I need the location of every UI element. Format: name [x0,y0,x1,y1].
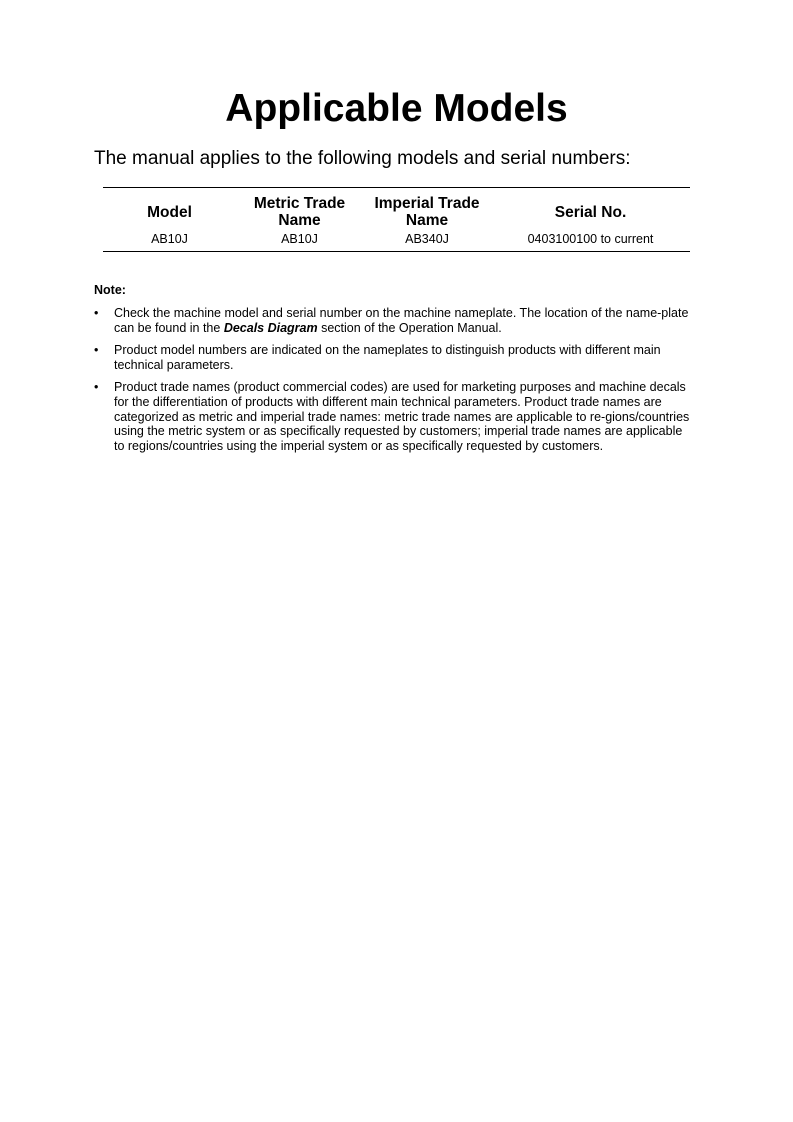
header-serial-label: Serial No. [554,203,627,221]
list-item [94,343,696,372]
header-model-label: Model [147,203,192,221]
table-row [103,230,690,252]
bullet-icon: • [94,343,99,358]
bullet-icon: • [94,306,99,320]
notes-list [94,306,696,461]
models-table [103,187,690,252]
list-item [94,380,696,453]
decals-diagram-term: Decals Diagram [223,320,318,335]
header-model [103,188,236,231]
cell-metric-trade-name: AB10J [281,232,318,246]
bullet-icon: • [94,380,99,395]
list-item [94,306,696,335]
note-label: Note: [94,283,126,297]
cell-model: AB10J [151,232,188,246]
note-item3-text: Product trade names (product commercial codes) are used for marketing purposes and machine decals for the differentiation of products with different main technical parameters. Product trade names are categorized as metric and imperial trade names: metric trade names are applicable to re-gions/countries using the metric system or as specifically requested by customers; imperial trade names are applicable to regions/countries using the imperial system or as specifically requested by customers. [114,380,690,453]
cell-imperial-trade-name: AB340J [405,232,449,246]
note-item1-text-before: Check the machine model and serial number on the machine nameplate. The location of the name-plate can be found in the [114,306,689,335]
note-item1-text-after: section of the Operation Manual. [317,320,502,335]
note-item2-text: Product model numbers are indicated on the nameplates to distinguish products with different main technical parameters. [114,343,661,372]
table-header-row [103,188,690,231]
intro-text: The manual applies to the following models and serial numbers: [94,148,631,169]
header-metric-line1: Metric Trade [253,195,346,212]
header-imperial-line1: Imperial Trade [374,195,480,212]
header-metric-trade-name [236,188,363,231]
header-metric-line2: Name [278,212,321,229]
header-imperial-trade-name [363,188,491,231]
header-serial-no [491,188,690,231]
cell-serial-no: 0403100100 to current [527,232,654,246]
page-title: Applicable Models [225,87,568,130]
header-imperial-line2: Name [405,212,449,229]
